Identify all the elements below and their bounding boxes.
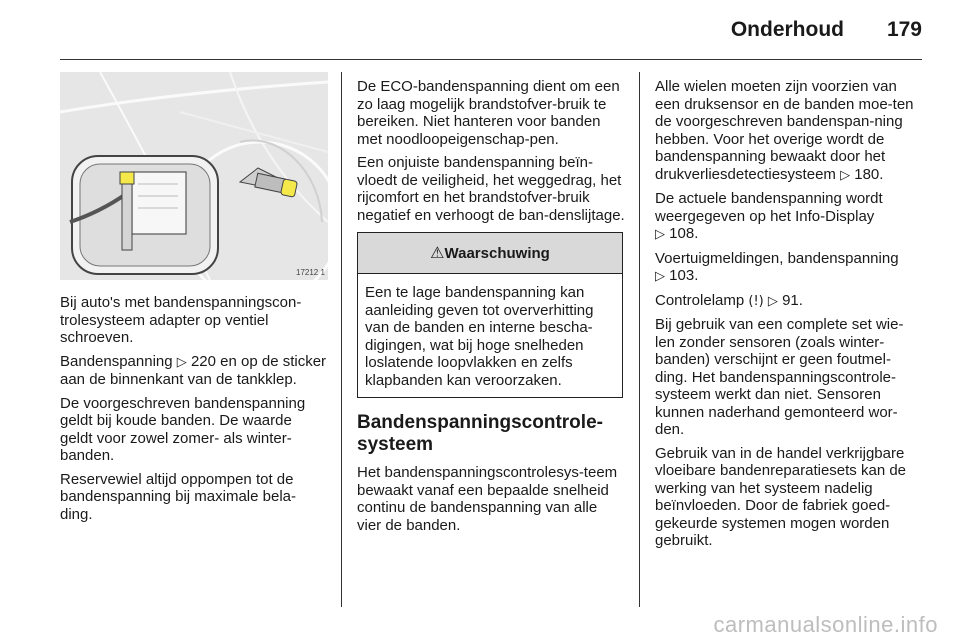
paragraph-wheels-without-sensors: Bij gebruik van een complete set wie-len zonder sensoren (zoals winter-banden) verschijnt er geen foutmel-ding. Het bandenspanningscontrole-systeem werkt dan niet. Sensoren kunnen naderhand gemonteerd wor-den. xyxy=(655,316,904,438)
warning-title: Waarschuwing xyxy=(444,245,550,262)
paragraph-tire-pressure-ref: Bandenspanning ▷ 220 en op de sticker aan de binnenkant van de tankklep. xyxy=(60,352,327,388)
warning-box xyxy=(357,232,623,398)
warning-header xyxy=(358,233,622,274)
warning-triangle-icon: ⚠ xyxy=(430,243,445,262)
paragraph-cold-tires: De voorgeschreven bandenspanning geldt bij koude banden. De waarde geldt voor zowel zomer- als winter-banden. xyxy=(60,394,306,464)
column-3 xyxy=(655,78,923,556)
page-reference-arrow-icon: ▷ xyxy=(176,354,187,370)
tank-flap-drawing xyxy=(60,72,328,280)
paragraph-adapter: Bij auto's met bandenspanningscon-trolesysteem adapter op ventiel schroeven. xyxy=(60,294,302,346)
paragraph-eco-pressure: De ECO-bandenspanning dient om een zo laag mogelijk brandstofver-bruik te bereiken. Niet hanteren voor banden met noodloopeigenschap-pen. xyxy=(357,78,620,148)
page-number: 179 xyxy=(886,18,922,41)
column-1 xyxy=(60,294,328,529)
page-reference-arrow-icon: ▷ xyxy=(655,227,665,242)
page-reference-arrow-icon: ▷ xyxy=(655,269,665,284)
page-link[interactable]: 220 xyxy=(190,352,216,370)
section-title: Onderhoud xyxy=(730,18,844,41)
page-reference-arrow-icon: ▷ xyxy=(767,293,778,309)
column-divider-2 xyxy=(639,72,640,607)
page-link[interactable]: 180 xyxy=(854,165,880,183)
tank-flap-illustration xyxy=(60,72,328,280)
column-2 xyxy=(357,78,625,540)
paragraph-incorrect-pressure: Een onjuiste bandenspanning beïn-vloedt de veiligheid, het weggedrag, het rijcomfort en het brandstofver-bruik negatief en verhoogt de ban-denslijtage. xyxy=(357,154,625,224)
paragraph-spare-wheel: Reservewiel altijd oppompen tot de bandenspanning bij maximale bela-ding. xyxy=(60,470,296,523)
page-link[interactable]: 91 xyxy=(782,291,799,309)
paragraph-info-display: De actuele bandenspanning wordt weergegeven op het Info-Display ▷ 108. xyxy=(655,190,883,242)
paragraph-control-lamp: Controlelamp (!) ▷ 91. xyxy=(655,291,803,309)
column-divider-1 xyxy=(341,72,342,607)
watermark: carmanualsonline.info xyxy=(713,612,938,637)
page-header xyxy=(0,0,960,60)
page-link[interactable]: 103 xyxy=(669,267,695,284)
page-reference-arrow-icon: ▷ xyxy=(840,167,851,183)
paragraph-repair-kits: Gebruik van in de handel verkrijgbare vloeibare bandenreparatiesets kan de werking van het systeem nadelig beïnvloeden. Door de fabriek goed-gekeurde systemen mogen worden gebruikt. xyxy=(655,444,907,549)
tire-pressure-lamp-icon: (!) xyxy=(748,293,764,309)
section-heading-tpms: Bandenspanningscontrole-systeem xyxy=(357,412,603,455)
paragraph-tpms-monitoring: Het bandenspanningscontrolesys-teem bewaakt vanaf een bepaalde snelheid continu de bandenspanning van alle vier de banden. xyxy=(357,464,618,534)
header-rule xyxy=(60,59,922,60)
warning-text: Een te lage bandenspanning kan aanleiding geven tot oververhitting van de banden en interne bescha-digingen, wat bij hoge snelheden loslatende loopvlakken en zelfs klapbanden kan veroorzaken. xyxy=(365,284,594,389)
paragraph-sensors: Alle wielen moeten zijn voorzien van een druksensor en de banden moe-ten de voorgeschreven bandenspan-ning hebben. Voor het overige wordt de bandenspanning bewaakt door het drukverliesdetectiesysteem ▷ 180. xyxy=(655,78,914,183)
figure-code: 17212 1 xyxy=(296,268,325,277)
paragraph-vehicle-messages: Voertuigmeldingen, bandenspanning ▷ 103. xyxy=(655,249,899,284)
page-link[interactable]: 108 xyxy=(669,225,695,242)
